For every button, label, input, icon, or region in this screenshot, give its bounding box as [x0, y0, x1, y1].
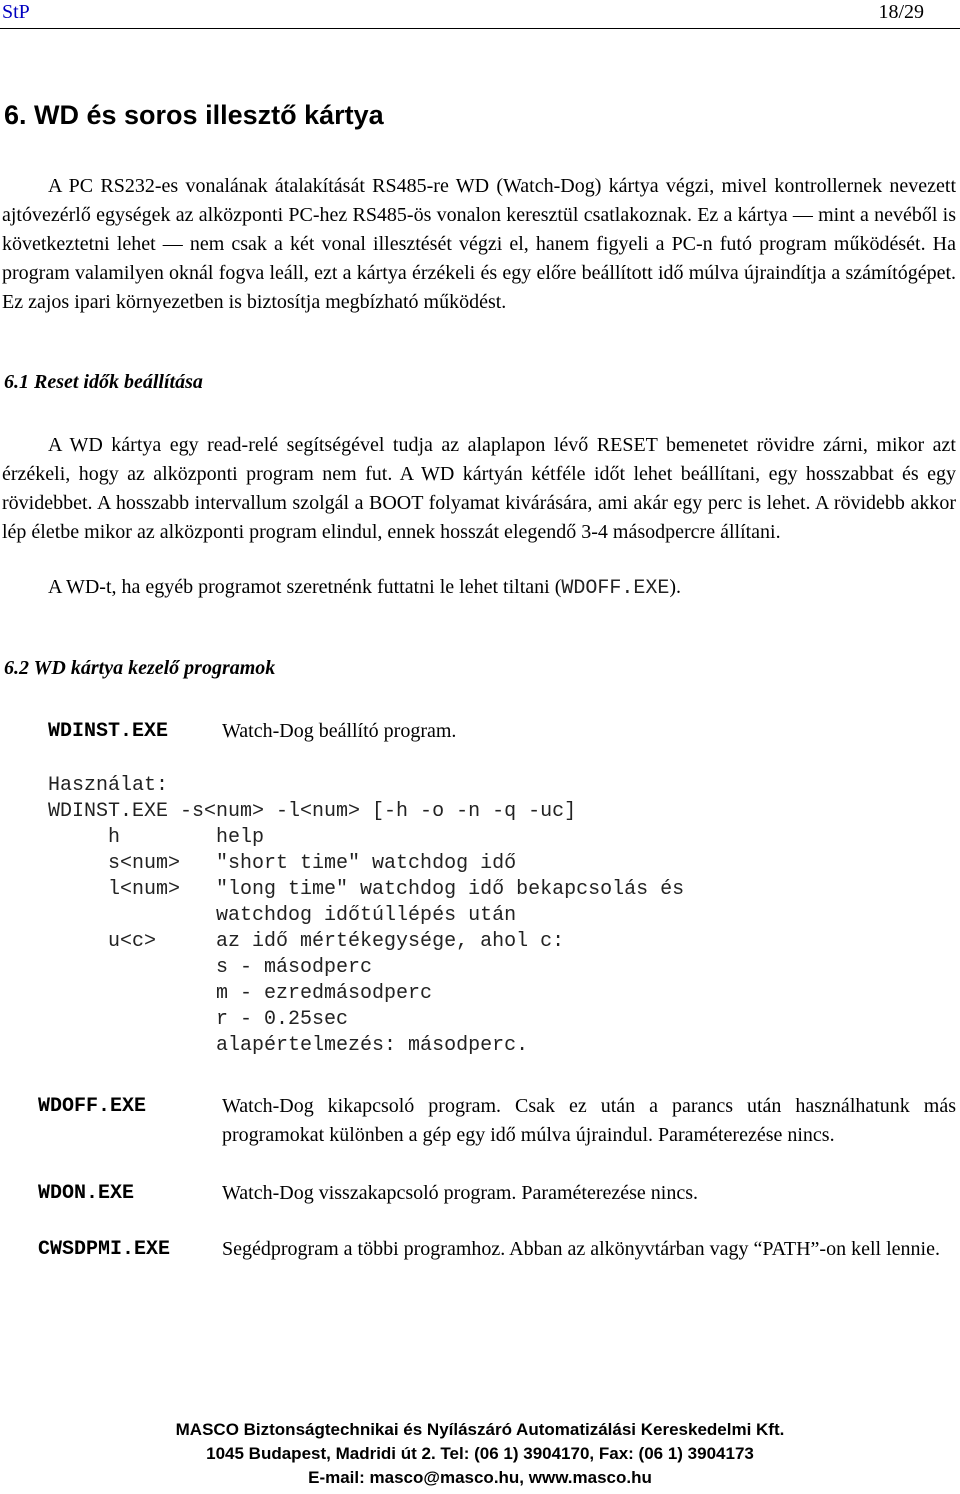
disable-end: ).	[669, 576, 682, 598]
disable-text: A WD-t, ha egyéb programot szeretnénk futtatni le lehet tiltani (	[48, 576, 562, 598]
section-heading: 6. WD és soros illesztő kártya	[4, 100, 384, 130]
intro-sentence-2: Ez a kártya — mint a nevéből is következtetni lehet — nem csak a két vonal illesztését végzi el, hanem figyeli a PC-n futó program működését.	[2, 204, 956, 255]
usage-line: h help	[48, 826, 265, 849]
intro-sentence-1: A PC RS232-es vonalának átalakítását RS485-re WD (Watch-Dog) kártya végzi, mivel kontrollernek nevezett ajtóvezérlő egységek az alközponti PC-hez RS485-ös vonalon keresztül csatlakoznak.	[2, 175, 956, 226]
page-number: 18/29	[878, 1, 924, 23]
header-divider	[0, 28, 960, 29]
disable-paragraph	[2, 573, 956, 603]
subsection-title-6-1: 6.1 Reset idők beállítása	[4, 371, 203, 393]
reset-text: A WD kártya egy read-relé segítségével tudja az alaplapon lévő RESET bemenetet rövidre zárni, mikor azt érzékeli, hogy az alközponti program nem fut. A WD kártyán kétféle időt lehet beállítani, egy hosszabbat és egy rövidebbet. A hosszabb intervallum szolgál a BOOT folyamat kivárására, ami akár egy perc is lehet. A rövidebb akkor lép életbe mikor az alközponti program elindul, ennek hosszát elegendő 3-4 másodpercre állítani.	[2, 434, 956, 543]
footer-contact: E-mail: masco@masco.hu, www.masco.hu	[308, 1468, 652, 1487]
usage-line: s<num> "short time" watchdog idő	[48, 852, 517, 875]
disable-code: WDOFF.EXE	[561, 577, 670, 600]
usage-line: r - 0.25sec	[48, 1008, 349, 1031]
wdinst-description: Watch-Dog beállító program.	[222, 720, 457, 742]
intro-paragraph	[2, 172, 956, 317]
wdoff-description: Watch-Dog kikapcsoló program. Csak ez után a parancs után használhatunk más programokat különben a gép egy idő múlva újraindul. Paraméterezése nincs.	[222, 1095, 956, 1146]
cwsdpmi-command: CWSDPMI.EXE	[38, 1238, 171, 1261]
usage-line: watchdog időtúllépés után	[48, 904, 517, 927]
intro-sentence-4: Ez zajos ipari környezetben is biztosítja megbízható működést.	[2, 291, 507, 313]
subsection-title-6-2: 6.2 WD kártya kezelő programok	[4, 657, 276, 679]
footer-address: 1045 Budapest, Madridi út 2. Tel: (06 1) 3904170, Fax: (06 1) 3904173	[206, 1444, 754, 1463]
usage-line: alapértelmezés: másodperc.	[48, 1034, 529, 1057]
usage-line: l<num> "long time" watchdog idő bekapcsolás és	[48, 878, 685, 901]
wdon-description: Watch-Dog visszakapcsoló program. Paraméterezése nincs.	[222, 1182, 698, 1204]
wdoff-command: WDOFF.EXE	[38, 1095, 147, 1118]
reset-paragraph	[2, 431, 956, 547]
page-header	[0, 0, 960, 28]
wdon-command: WDON.EXE	[38, 1182, 135, 1205]
usage-line: s - másodperc	[48, 956, 373, 979]
usage-line: Használat:	[48, 774, 169, 797]
intro-sentence-3: Ha program valamilyen oknál fogva leáll, ezt a kártya érzékeli és egy előre beállított idő múlva újraindítja a számítógépet.	[2, 233, 956, 284]
usage-line: WDINST.EXE -s<num> -l<num> [-h -o -n -q -uc]	[48, 800, 577, 823]
wdinst-command: WDINST.EXE	[48, 720, 169, 743]
usage-line: u<c> az idő mértékegysége, ahol c:	[48, 930, 565, 953]
usage-line: m - ezredmásodperc	[48, 982, 433, 1005]
cwsdpmi-description: Segédprogram a többi programhoz. Abban az alkönyvtárban vagy “PATH”-on kell lennie.	[222, 1238, 940, 1260]
header-label: StP	[2, 1, 30, 23]
footer-company: MASCO Biztonságtechnikai és Nyílászáró Automatizálási Kereskedelmi Kft.	[175, 1420, 785, 1439]
